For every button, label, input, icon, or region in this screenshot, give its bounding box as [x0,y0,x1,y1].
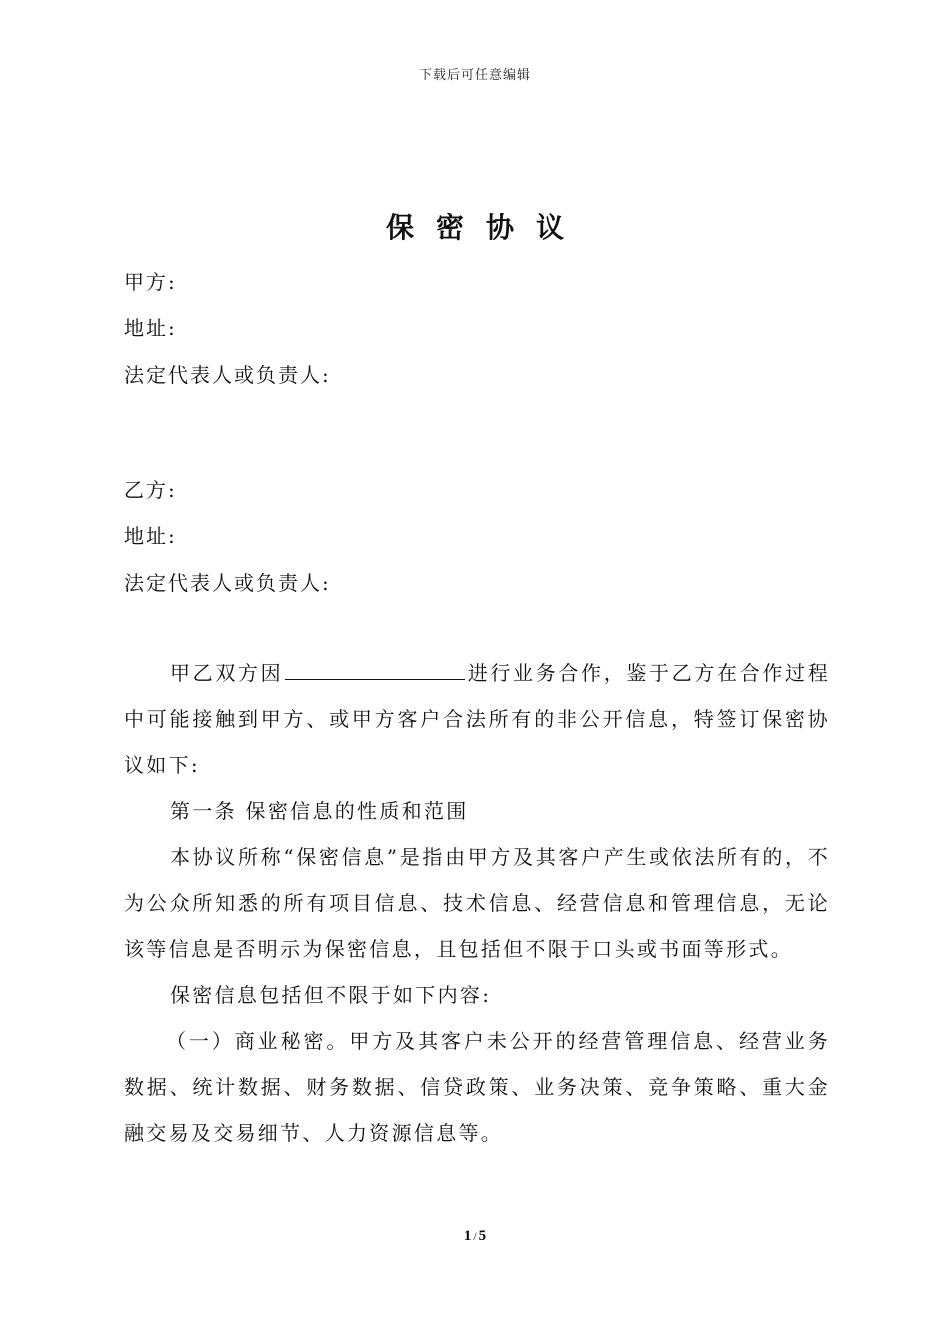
party-a-representative-label: 法定代表人或负责人: [124,363,331,387]
party-b-name-label: 乙方: [124,478,177,502]
cooperation-blank-line [285,657,465,680]
party-a-name-label: 甲方: [124,270,177,294]
intro-paragraph [124,650,830,788]
article-1-paragraph-2: 保密信息包括但不限于如下内容: [170,983,492,1007]
article-1-paragraph-1: 本协议所称“保密信息”是指由甲方及其客户产生或依法所有的，不为公众所知悉的所有项目信息、技术信息、经营信息和管理信息，无论该等信息是否明示为保密信息，且包括但不限于口头或书面等形式。 [124,845,830,961]
page-separator: / [473,1229,477,1243]
party-b-address-label: 地址: [124,524,177,548]
party-a-address-label: 地址: [124,316,177,340]
page-total: 5 [478,1228,487,1244]
document-title: 保密协议 [385,211,586,244]
party-b-representative-label: 法定代表人或负责人: [124,571,331,595]
page-current: 1 [463,1228,472,1244]
header-note: 下载后可任意编辑 [418,68,531,83]
page-number [0,1228,950,1245]
intro-text-start: 甲乙双方因 [170,661,284,685]
article-1-item-1: （一）商业秘密。甲方及其客户未公开的经营管理信息、经营业务数据、统计数据、财务数据、信贷政策、业务决策、竞争策略、重大金融交易及交易细节、人力资源信息等。 [124,1029,830,1145]
article-1-heading: 第一条 保密信息的性质和范围 [170,799,469,823]
intro-text-end: 进行业务合作，鉴于乙方在合作过程中可能接触到甲方、或甲方客户合法所有的非公开信息，特签订保密协议如下: [124,661,831,777]
